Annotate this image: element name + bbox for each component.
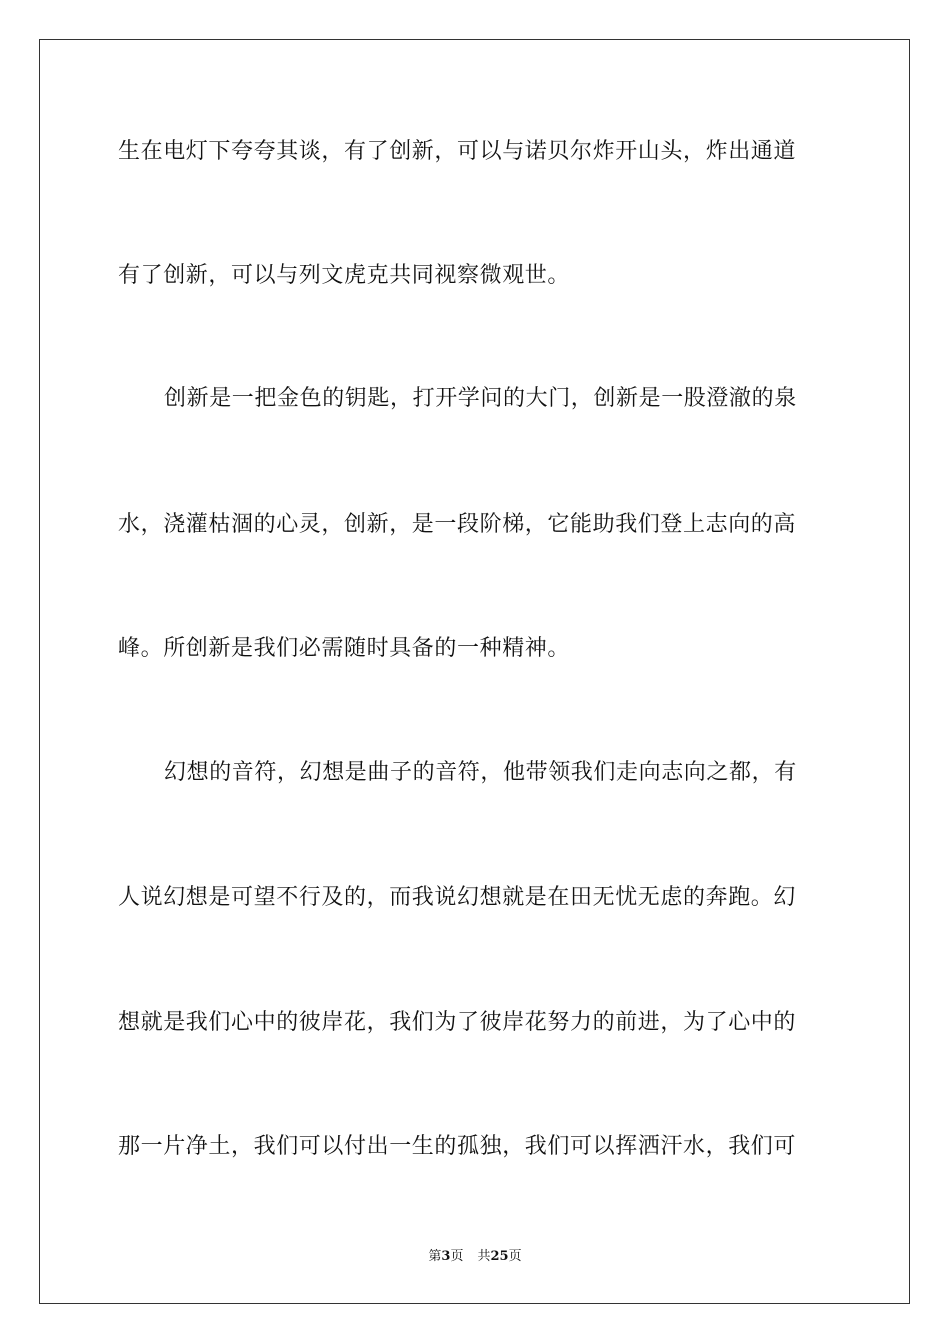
footer-page-suffix: 页 [450, 1249, 464, 1264]
footer-page-prefix: 第 [428, 1249, 442, 1264]
page-border [39, 39, 910, 1304]
text-line: 生在电灯下夸夸其谈，有了创新，可以与诺贝尔炸开山头，炸出通道 [118, 139, 797, 164]
paragraph-start-line: 创新是一把金色的钥匙，打开学问的大门，创新是一股澄澈的泉 [164, 386, 797, 411]
paragraph-start-line: 幻想的音符，幻想是曲子的音符，他带领我们走向志向之都，有 [164, 760, 797, 785]
text-line: 那一片净土，我们可以付出一生的孤独，我们可以挥洒汗水，我们可 [118, 1134, 797, 1159]
footer-total-prefix: 共 [477, 1249, 491, 1264]
text-line: 峰。所创新是我们必需随时具备的一种精神。 [118, 636, 571, 661]
text-line: 人说幻想是可望不行及的，而我说幻想就是在田无忧无虑的奔跑。幻 [118, 885, 797, 910]
footer-total-pages: 25 [490, 1249, 509, 1264]
page-footer [0, 1248, 950, 1266]
text-line: 水，浇灌枯涸的心灵，创新，是一段阶梯，它能助我们登上志向的高 [118, 512, 797, 537]
footer-page-number: 3 [441, 1249, 451, 1264]
footer-total-suffix: 页 [508, 1249, 522, 1264]
text-line: 想就是我们心中的彼岸花，我们为了彼岸花努力的前进，为了心中的 [118, 1010, 797, 1035]
text-line: 有了创新，可以与列文虎克共同视察微观世。 [118, 263, 571, 288]
